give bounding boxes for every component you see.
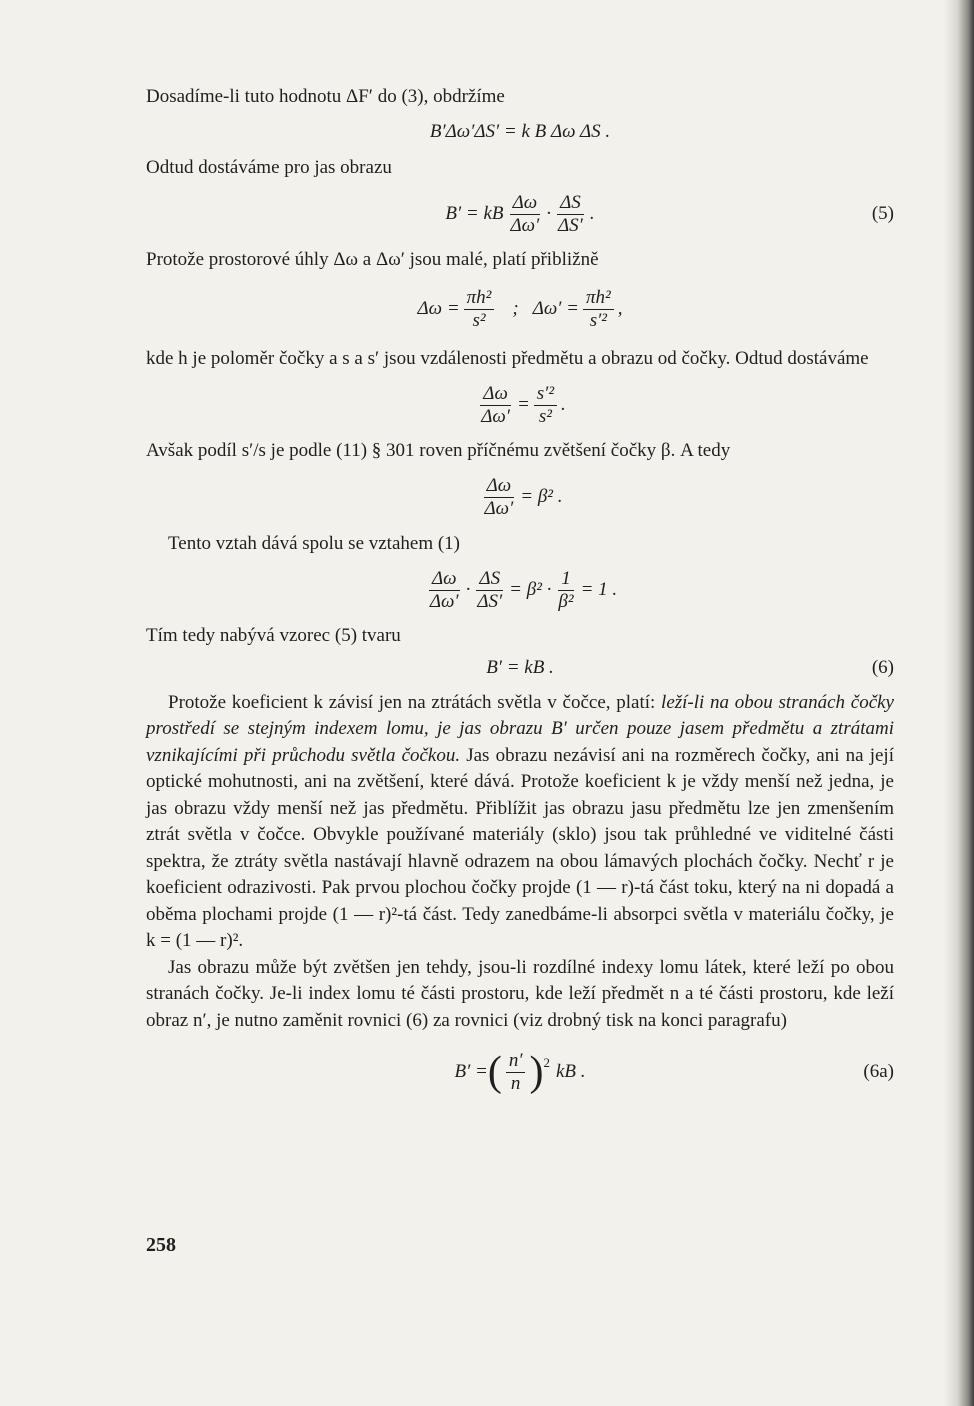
fraction: $\frac{\text{s′²}}{\text{s²}}$	[534, 383, 557, 428]
equation-number: (6a)	[863, 1060, 894, 1082]
paragraph-4: kde h je poloměr čočky a s a s′ jsou vzdálenosti předmětu a obrazu od čočky. Odtud dostáváme	[146, 347, 869, 369]
paragraph-8: Protože koeficient k závisí jen na ztrátách světla v čočce, platí: leží-li na obou stranách čočky prostředí se stejným indexem lomu, je jas obrazu B′ určen pouze jasem předmětu a ztrátami vznikajícími při průchodu světla čočkou. Jas obrazu nezávisí ani na rozměrech čočky, ani na její optické mohutnosti, ani na zvětšení, které dává. Protože koeficient k je vždy menší než jedna, je jas obrazu vždy menší než jas předmětu. Přiblížit jas obrazu jasu předmětu lze jen zmenšením ztrát světla v čočce. Obvykle používané materiály (sklo) jsou tak průhledné ve viditelné části spektra, že ztráty světla nastávají hlavně odrazem na obou lámavých plochách čočky. Nechť r je koeficient odrazivosti. Pak prvou plochou čočky projde (1 — r)-tá část toku, který na ni dopadá a oběma plochami projde (1 — r)²-tá část. Tedy zanedbáme-li absorpci světla v materiálu čočky, je k = (1 — r)².	[146, 691, 894, 951]
paragraph-6: Tento vztah dává spolu se vztahem (1)	[168, 532, 461, 554]
equation-beta: $\frac{\Delta\omega}{\Delta\omega'}$ = β² .	[146, 467, 894, 529]
fraction: $\frac{\text{πh²}}{\text{s²}}$	[464, 287, 495, 332]
fraction: $\frac{1}{\text{β²}}$	[558, 567, 574, 612]
italic-statement: leží-li na obou stranách čočky prostředí se stejným indexem lomu, je jas obrazu B′ určen pouze jasem předmětu a ztrátami vznikajícími při průchodu světla čočkou.	[146, 691, 894, 766]
equation-number: (6)	[871, 657, 894, 679]
paragraph-1: Dosadíme-li tuto hodnotu ΔF′ do (3), obdržíme	[146, 86, 505, 107]
fraction: $\frac{\Delta\omega}{\Delta\omega'}$	[481, 382, 510, 427]
book-spine-shadow	[944, 0, 974, 1406]
equation-6: B′ = kB . (6)	[146, 652, 894, 686]
fraction: $\frac{\Delta\omega}{\Delta\omega'}$	[484, 475, 514, 519]
page-number: 258	[146, 1234, 176, 1256]
paragraph-2: Odtud dostáváme pro jas obrazu	[146, 156, 392, 178]
equation-6a: B′ = ( $\frac{n'}{n}$ ) $^2$ kB . (6a)	[454, 1049, 894, 1095]
fraction: $\frac{n'}{n}$	[506, 1050, 526, 1095]
equation-5: B′ = kB $\frac{\Delta\omega}{\Delta\omega'}$ · $\frac{\Delta S}{\Delta S'}$ . (5)	[445, 191, 894, 236]
fraction: $\frac{\text{πh²}}{\text{s′²}}$	[583, 287, 614, 332]
equation-number: (5)	[871, 202, 894, 224]
equation-product: $\frac{\Delta\omega}{\Delta\omega'}$ · $\frac{\Delta S}{\Delta S'}$ = β² · $\frac{1}{\text{β²}}$ = 1 .	[146, 559, 894, 621]
paragraph-3: Protože prostorové úhly Δω a Δω′ jsou malé, platí přibližně	[146, 249, 599, 270]
paragraph-5: Avšak podíl s′/s je podle (11) § 301 roven příčnému zvětšení čočky β. A tedy	[146, 440, 731, 461]
equation-ratio: $\frac{\Delta\omega}{\Delta\omega'}$ = $\frac{\text{s′²}}{\text{s²}}$ .	[146, 374, 894, 436]
fraction: $\frac{\Delta S}{\Delta S'}$	[558, 191, 583, 236]
page-body	[146, 84, 894, 1110]
paragraph-9: Jas obrazu může být zvětšen jen tehdy, jsou-li rozdílné indexy lomu látek, které leží po obou stranách čočky. Je-li index lomu té části prostoru, kde leží předmět n a té části prostoru, kde leží obraz n′, je nutno zaměnit rovnici (6) za rovnici (viz drobný tisk na konci paragrafu)	[146, 956, 894, 1031]
equation-1: B′Δω′ΔS′ = k B Δω ΔS .	[429, 121, 611, 143]
equation-solid-angles: Δω = $\frac{\text{πh²}}{\text{s²}}$ ; Δω′ = $\frac{\text{πh²}}{\text{s′²}}$ ,	[417, 287, 623, 331]
paragraph-7: Tím tedy nabývá vzorec (5) tvaru	[146, 625, 401, 646]
fraction: $\frac{\Delta\omega}{\Delta\omega'}$	[429, 567, 459, 612]
fraction: $\frac{\Delta\omega}{\Delta\omega'}$	[510, 191, 540, 236]
fraction: $\frac{\Delta S}{\Delta S'}$	[477, 567, 503, 612]
